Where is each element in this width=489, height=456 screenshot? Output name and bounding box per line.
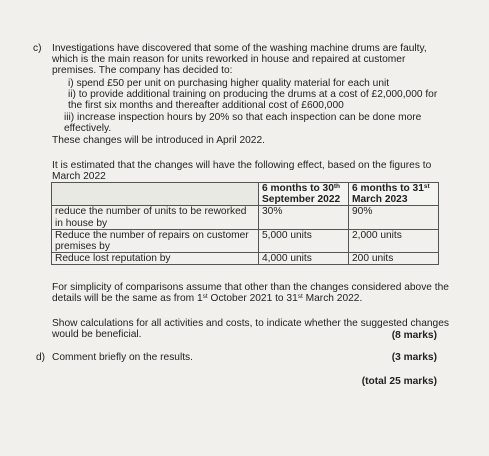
question-c-text: Investigations have discovered that some of the washing machine drums are faulty, which is the main reason for units reworked in house and repaired at customer premises. The company has decided to: xyxy=(52,43,427,77)
marks-d: (3 marks) xyxy=(391,352,437,363)
show-calculations-text: Show calculations for all activities and costs, to indicate whether the suggested changes would be beneficial. xyxy=(52,318,449,341)
simplicity-text-b: October 2021 to 31 xyxy=(207,293,298,305)
row-label: Reduce lost reputation by xyxy=(52,253,259,265)
table-row xyxy=(52,206,439,229)
row-value-period-2: 90% xyxy=(349,206,439,229)
table-header-period-2 xyxy=(349,183,439,206)
question-c-label: c) xyxy=(33,43,42,54)
question-d-text: Comment briefly on the results. xyxy=(52,352,193,363)
header-period-2-sup: st xyxy=(423,183,430,190)
list-item-ii: ii) to provide additional training on producing the drums at a cost of £2,000,000 for the first six months and thereafter additional cost of £600,000 xyxy=(68,89,438,112)
simplicity-sup-1: st xyxy=(202,293,208,301)
row-value-period-2: 200 units xyxy=(349,253,439,265)
row-value-period-1: 4,000 units xyxy=(259,253,349,265)
table-header-row xyxy=(52,183,439,206)
effects-table xyxy=(51,182,439,265)
table-header-blank xyxy=(52,183,259,206)
list-item-i: i) spend £50 per unit on purchasing higher quality material for each unit xyxy=(68,78,390,89)
list-item-iii: iii) increase inspection hours by 20% so that each inspection can be done more effectively. xyxy=(64,112,422,135)
row-label: Reduce the number of repairs on customer premises by xyxy=(52,229,259,252)
row-value-period-1: 30% xyxy=(259,206,349,229)
total-marks: (total 25 marks) xyxy=(361,376,437,387)
table-row xyxy=(52,229,439,252)
simplicity-sup-2: st xyxy=(297,293,303,301)
header-period-1-line-a: 6 months to 30 xyxy=(262,183,334,194)
table-row xyxy=(52,253,439,265)
intro-line: These changes will be introduced in April 2022. xyxy=(52,135,265,146)
estimate-text: It is estimated that the changes will have the following effect, based on the figures to March 2022 xyxy=(52,160,432,183)
simplicity-note xyxy=(52,282,452,304)
marks-c: (8 marks) xyxy=(391,330,437,341)
row-label: reduce the number of units to be reworked in house by xyxy=(52,206,259,229)
header-period-2-line-b: March 2023 xyxy=(352,194,408,206)
question-d-label: d) xyxy=(36,352,46,363)
row-value-period-1: 5,000 units xyxy=(259,229,349,252)
header-period-1-line-b: September 2022 xyxy=(262,194,341,206)
simplicity-text-a: For simplicity of comparisons assume that other than the changes considered above the details will be the same as from 1 xyxy=(52,282,449,305)
table-header-period-1 xyxy=(259,183,349,206)
simplicity-text-c: March 2022. xyxy=(302,293,363,305)
header-period-2-line-a: 6 months to 31 xyxy=(352,183,424,194)
header-period-1-sup: th xyxy=(333,183,341,190)
row-value-period-2: 2,000 units xyxy=(349,229,439,252)
